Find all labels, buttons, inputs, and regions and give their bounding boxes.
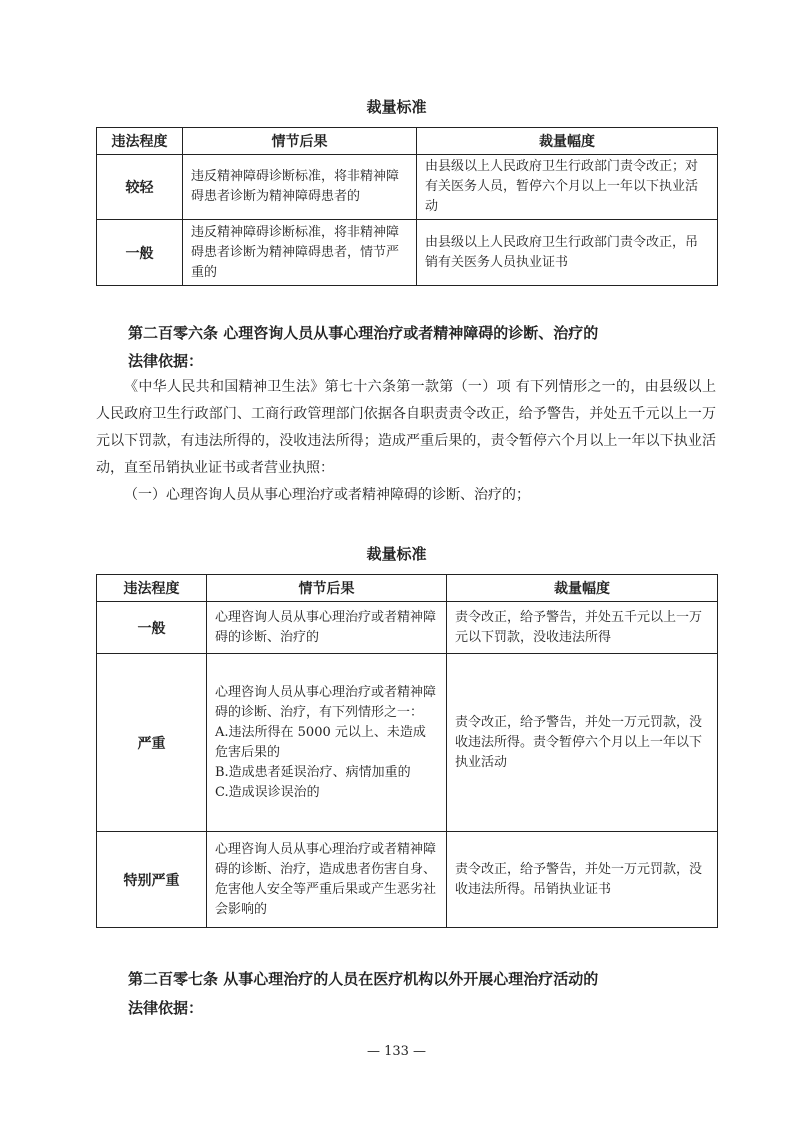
table2-row2-level: 严重	[97, 654, 207, 832]
table2-row1-level: 一般	[97, 602, 207, 654]
table1-header-level: 违法程度	[97, 128, 183, 155]
article206-basis-label: 法律依据：	[128, 352, 204, 370]
table2-row1-circumstance: 心理咨询人员从事心理治疗或者精神障碍的诊断、治疗的	[207, 602, 447, 654]
article206-title: 第二百零六条 心理咨询人员从事心理治疗或者精神障碍的诊断、治疗的	[128, 324, 599, 342]
table1-row2-range: 由县级以上人民政府卫生行政部门责令改正，吊销有关医务人员执业证书	[417, 220, 718, 286]
article206-body	[96, 374, 716, 509]
table1-row1-range: 由县级以上人民政府卫生行政部门责令改正；对有关医务人员，暂停六个月以上一年以下执业活动	[417, 155, 718, 220]
article207-title: 第二百零七条 从事心理治疗的人员在医疗机构以外开展心理治疗活动的	[128, 970, 599, 988]
table1-caption: 裁量标准	[366, 98, 427, 116]
table-row	[97, 220, 718, 286]
table2-header-level: 违法程度	[97, 575, 207, 602]
table-row	[97, 832, 718, 928]
table2	[96, 574, 718, 928]
table1-row2-circumstance: 违反精神障碍诊断标准，将非精神障碍患者诊断为精神障碍患者，情节严重的	[183, 220, 417, 286]
table2-row3-level: 特别严重	[97, 832, 207, 928]
table-row	[97, 155, 718, 220]
table1-row1-circumstance: 违反精神障碍诊断标准，将非精神障碍患者诊断为精神障碍患者的	[183, 155, 417, 220]
table1-header-row	[97, 128, 718, 155]
table2-caption: 裁量标准	[366, 545, 427, 563]
table1-header-range: 裁量幅度	[417, 128, 718, 155]
table2-header-circumstance: 情节后果	[207, 575, 447, 602]
table2-row3-range: 责令改正，给予警告，并处一万元罚款，没收违法所得。吊销执业证书	[447, 832, 718, 928]
article206-paragraph1: 《中华人民共和国精神卫生法》第七十六条第一款第（一）项 有下列情形之一的，由县级以上人民政府卫生行政部门、工商行政管理部门依据各自职责责令改正，给予警告，并处五千元以上一万元以下罚款，有违法所得的，没收违法所得；造成严重后果的，责令暂停六个月以上一年以下执业活动，直至吊销执业证书或者营业执照：	[96, 379, 716, 476]
article207-basis-label: 法律依据：	[128, 999, 204, 1017]
table2-header-row	[97, 575, 718, 602]
table1-row1-level: 较轻	[97, 155, 183, 220]
table1	[96, 127, 718, 286]
page-number: — 133 —	[366, 1044, 427, 1059]
table2-row3-circumstance: 心理咨询人员从事心理治疗或者精神障碍的诊断、治疗，造成患者伤害自身、危害他人安全等严重后果或产生恶劣社会影响的	[207, 832, 447, 928]
table2-row2-circumstance: 心理咨询人员从事心理治疗或者精神障碍的诊断、治疗，有下列情形之一： A.违法所得在 5000 元以上、未造成危害后果的 B.造成患者延误治疗、病情加重的 C.造成误诊误治的	[207, 654, 447, 832]
article206-paragraph2: （一）心理咨询人员从事心理治疗或者精神障碍的诊断、治疗的；	[124, 487, 530, 503]
table2-row2-range: 责令改正，给予警告，并处一万元罚款，没收违法所得。责令暂停六个月以上一年以下执业活动	[447, 654, 718, 832]
table-row	[97, 602, 718, 654]
table-row	[97, 654, 718, 832]
table2-row1-range: 责令改正，给予警告，并处五千元以上一万元以下罚款，没收违法所得	[447, 602, 718, 654]
table1-header-circumstance: 情节后果	[183, 128, 417, 155]
table1-row2-level: 一般	[97, 220, 183, 286]
table2-header-range: 裁量幅度	[447, 575, 718, 602]
